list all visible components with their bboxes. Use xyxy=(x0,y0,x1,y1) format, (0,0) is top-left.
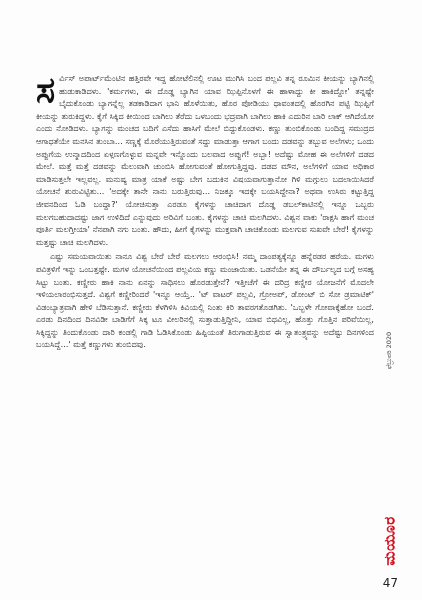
paragraph-2-text: ಎಷ್ಟು ಸಮಯವಾಯಿತು ನಾನೂ ವಿಶ್ವ ಬೇರೆ ಬೇರೆ ಮಲಗಲು ಆರಂಭಿಸಿ! ನಮ್ಮ ದಾಂಪತ್ಯಕ್ಕೆನ್ನೂ ಹನ್ನೆರಡರ ಹರೆಯ. ಮಗಳು ಪವಿತ್ರಳಿಗೆ ಇನ್ನು ಒಂಬತ್ತಷ್ಟೇ. ಮಗಳ ಯೋಚನೆಯಿಂದ ಪಲ್ಲವಿಯ ಕಣ್ಣು ಮಂಜಾಯಿತು. ಒಡನೆಯೇ ತನ್ನ ಈ ದೌರ್ಬಲ್ಯದ ಬಗ್ಗೆ ಅಸಹ್ಯ ಸಿಟ್ಟು ಬಂತು. ಕಣ್ಣೀರು ಹಾಕಿ ನಾನು ಏನನ್ನು ಸಾಧಿಸಲು ಹೊರಡುತ್ತೇನೆ? ಇತ್ತೀಚೆಗೆ ಈ ದರಿದ್ರ ಕಣ್ಣೀರ ಯೋಜನೆಗೆ ಮೊದಲೇ ಇಳಿಯಲಾರಂಭಿಸುತ್ತದೆ. ವಿಶ್ವಗೆ ಕಣ್ಣೀರಿಂದರೆ 'ಇನ್ನೂ ಆಯ್ತೆ.. 'ಟ್ ವಾಟರ್ ಪಲ್ಲವಿ, ಗ್ರೋಅಪ್, ಡೋಂಟ್ ಬಿ ಸೋ ಡ್ರಮಾಟಿಕ್' ವಿಡಂಬ್ಯಾತ್ರವಾಗಿ ಹೇಳಿ ಬೆಡಿಸುತ್ತಾನೆ. ಕಣ್ಣೀರು ಕೆಳಗಿಳಿಸಿ ಕಿವಿಯಲ್ಲಿ ನಿಂತು ಕಿರಿ ತಾವರಗತೊಡಗಿತು. 'ಒಬ್ಬಳೇ ಗೋವಾಕ್ಕೆಹೋ ಬಂದೆ. ಎರಡು ದಿನದಿಂದ ದಿನವಿಡೀ ಬಾಡಿಗೆಗೆ ಸಿಕ್ಕ ಟೂ ವೀಲರಿನಲ್ಲಿ ಸುತ್ತಾಡುತ್ತಿದ್ದೀನಿ, ಯಾವ ಬಿಧವಿಲ್ಲ, ಹೊತ್ತು ಗೊತ್ತಿನ ಪರಿವೆಯಿಲ್ಲ, ಸಿಕ್ಕಿದ್ದನ್ನು ತಿಂದುಕೊಂಡು ದಾರಿ ಕಂಡಲ್ಲಿ ಗಾಡಿ ಓಡಿಸಿಕೊಂಡು ಹಿಪ್ಪಿಯಂತೆ ತಿರುಗಾಡುತ್ತಿರುವ ಈ ಸ್ವಾತಂತ್ರ್ಯವನ್ನು ಅದೆಷ್ಟು ದಿನಗಳಿಂದ ಬಯಸಿದ್ದೆ...' ಮತ್ತೆ ಕಣ್ಣುಗಳು ತುಂಬಿದವು. xyxy=(36,252,374,350)
article-paragraph-1 xyxy=(36,69,374,249)
magazine-logo xyxy=(381,516,399,566)
magazine-logo-text: ಮಯೂರ xyxy=(381,516,399,566)
page-number: 47 xyxy=(382,576,398,590)
paragraph-1-text: ರ್ವಿಸ್ ಅಪಾರ್ಟ್‌ಮೆಂಟಿನ ಹತ್ತಿರವೇ ಇದ್ದ ಹೋಟೆಲಿನಲ್ಲಿ ಊಟ ಮುಗಿಸಿ ಬಂದ ಪಲ್ಲವಿ ತನ್ನ ರೂಮಿನ ಕೀಯನ್ನು ಬ್ಯಾಗಿನಲ್ಲಿ ಹುಡುಕಾಡಿದಳು. 'ಕರ್ಮಗಳು, ಈ ದೊಡ್ಡ ಬ್ಯಾಗಿನ ಯಾವ ಝಿಪ್ಪಿನೊಳಗೆ ಈ ಹಾಳಾದ್ದು ಕೀ ಹಾಕಿದ್ದೋ' ತನ್ನಷ್ಟೇ ಬೈದುಕೊಂಡು ಬ್ಯಾಗನ್ನೆಲ್ಲ ತಡಕಾಡಿದಾಗ ಭಾನಿ ಹೊಳೆಯಿತು, ಹೊರ ಪೋಡಿಯು ಧಾವಂತದಲ್ಲಿ ಹೊರಗಿನ ಪಟ್ಟಿ ಝಿಪ್ಪಿಗೆ ಕೀಯನ್ನು ತುರುಕಿದ್ದಳು. ಕೈಗೆ ಸಿಕ್ಕಿದ ಕೀಯಿಂದ ಬಾಗಿಲು ತೆರೆದು ಒಳಬಂದು ಭದ್ರವಾಗಿ ಬಾಗಿಲು ಹಾಕಿ ಎದುರಿನ ಬಾರಿ ಲಾಕ್ ಆಗಿದೆಯೋ ಎಂದು ನೋಡಿದಳು. ಬ್ಯಾಗನ್ನು ಮಂಚದ ಬದಿಗೆ ಎಸೆದು ಹಾಸಿಗೆ ಮೇಲೆ ಬಿದ್ದುಕೊಂಡಳು. ಕಣ್ಣು ತುಂಬಿಕೊಂಡು ಬಂದಿದ್ದ ಸಮುದ್ರದ ಆಗಾಧತೆಯೇ ಮನಸಿನ ತುಂಬಾ... ಸಣ್ಣಕ್ಕೆ ಮೊರೆಯುತ್ತಿರುವಂತೆ ಸದ್ದು ಮಾಡುತ್ತಾ ಆಗಾಗ ಬಂದು ದಡವನ್ನು ತಬ್ಬುವ ಅಲೆಗಳು; ಒಂದು ಅಪ್ಪುಗೆಯ ಉನ್ಮಾದದಿಂದ ಏಳ್ಗಣಗೊಳ್ಳುವ ಮನ್ನವೇ ಇನ್ನೊಂದು ಬಲವಾದ ಅಪ್ಪುಗೆ! ಅಬ್ಬಾ! ಅದೆಷ್ಟು ಮೋಹ ಈ ಅಲೆಗಳಿಗೆ ದಡದ ಮೇಲೆ. ಮತ್ತೆ ಮತ್ತೆ ದಡವನ್ನು ಮೆಲುವಾಗಿ ಚುಂಬಿಸಿ ಹೋಗುವಂತೆ ಹೋಗುತ್ತಿದ್ದವು. ದಡದ ಮೌನ, ಅಲೆಗಳಿಗೆ ಯಾವ ಅಧಿಕಾರ ಮಾಡಿಸುತ್ತಲೇ ಇಲ್ಲವಲ್ಲ. ಮನುಷ್ಯ ಮಾತ್ರ ಯಾಕೆ ಅಷ್ಟು ಬೇಗ ಬದುಕಿನ ವಿಷಯವಾಗುತ್ತಾನೋ ಗಿಳಿ ಮಗ್ಗುಲು ಬದಲಾಯಿಸಿದರೆ ಯೋಚನೆ ಶುರುವಿಟ್ಟಿತು... 'ಅದಕ್ಕೇ ತಾನೇ ನಾನು ಬರುತ್ತಿರುವು... ನಿಜಕ್ಕೂ ಇದಕ್ಕೇ ಬಯಸಿದ್ದೇನಾ? ಅಥವಾ ಉಸಿರು ಕಟ್ಟುತ್ತಿದ್ದ ಜೀವನದಿಂದ ಓಡಿ ಬಂದ್ದಾ?' ಯೋಚಿಸುತ್ತಾ ಎರಡೂ ಕೈಗಳನ್ನು ಚಾಚಿದಾಗ ದೊಡ್ಡ ಡಬಲ್‌ಕಾಟಿನಲ್ಲಿ ಇನ್ನೂ ಒಬ್ಬರು ಮಲಗಬಹುದಾದಷ್ಟು ಜಾಗ ಉಳಿದಿದೆ ಎನ್ನುವುದು ಅರಿವಿಗೆ ಬಂತು. ಕೈಗಳನ್ನು ಚಾಚಿ ಮಲಗಿದಳು. ವಿಶ್ವನ ವಾಕು 'ರಾಕ್ಷಸಿ ಹಾಗೆ ಮಂಚ ಪೂರ್ತಿ ಮಲಗ್ತೀಯಾ' ನೆನಪಾಗಿ ನಗು ಬಂತು. ಹೌದು, ಹೀಗೆ ಕೈಗಳನ್ನು ಮುಕ್ತವಾಗಿ ಚಾಚಿಕೊಂಡು ಮಲಗುವ ಸುಖವೇ ಬೇರೆ! ಕೈಗಳನ್ನು ಮತ್ತಷ್ಟು ಚಾಚಿ ಮಲಗಿದಳು. xyxy=(36,74,374,247)
article-paragraph-2 xyxy=(36,251,374,352)
drop-cap: ಸ xyxy=(36,69,56,111)
issue-date xyxy=(384,322,396,378)
article-body xyxy=(36,69,374,352)
issue-date-text: ಫೆಬ್ರುವರಿ 2020 xyxy=(385,331,394,369)
